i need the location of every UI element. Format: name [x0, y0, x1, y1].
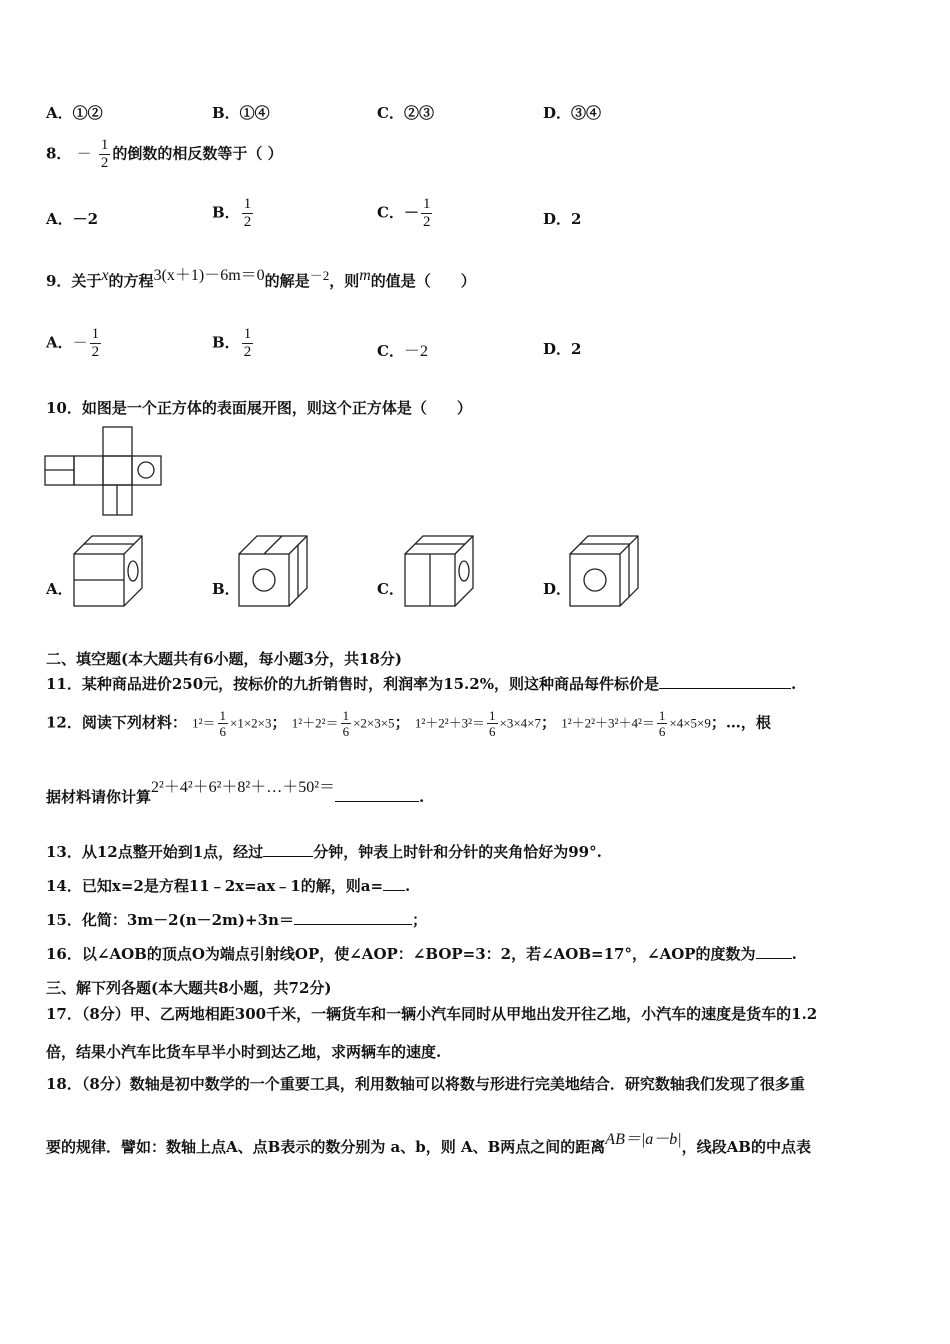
question-9: 9．关于$^x$的方程$^{3(x+1)-6m=0}$的解是$^{-2}$，则$^m$的值是（ ） — [46, 267, 476, 290]
section-2-heading: 二、填空题(本大题共有6小题，每小题3分，共18分) — [46, 650, 402, 668]
question-8: 8． － $\frac{1}{2}$ 的倒数的相反数等于（ ） — [46, 137, 283, 171]
section-3-heading: 三、解下列各题(本大题共8小题，共72分) — [46, 979, 332, 997]
q7-option-c: C．②③ — [377, 104, 434, 122]
q8-option-d: D．2 — [543, 210, 582, 228]
q9-option-b: B． $\frac{1}{2}$ — [212, 326, 252, 360]
q8-option-b: B． $\frac{1}{2}$ — [212, 196, 252, 230]
q9-option-c: C．－2 — [377, 342, 428, 360]
q8-fraction: $\frac{1}{2}$ — [100, 137, 109, 171]
question-18-line2: 要的规律．譬如：数轴上点A、点B表示的数分别为 a、b，则 A、B两点之间的距离AB＝|a－b|，线段AB的中点表 — [46, 1131, 811, 1156]
question-15: 15．化简：3m－2(n－2m)+3n＝ ； — [46, 911, 427, 929]
cube-net-diagram — [44, 426, 164, 518]
question-17-line2: 倍，结果小汽车比货车早半小时到达乙地，求两辆车的速度. — [46, 1043, 442, 1061]
q7-option-d: D．③④ — [543, 104, 602, 122]
question-10: 10．如图是一个正方体的表面展开图，则这个正方体是（ ） — [46, 399, 472, 417]
q9-option-a: A．－ $\frac{1}{2}$ — [46, 326, 100, 360]
question-12-line2: 据材料请你计算2²＋4²＋6²＋8²＋…＋50²＝. — [46, 779, 425, 806]
cube-option-b — [237, 534, 313, 610]
question-11: 11．某种商品进价250元，按标价的九折销售时，利润率为15.2%，则这种商品每件标价是 . — [46, 675, 797, 693]
q10-option-b-label: B． — [212, 580, 240, 598]
q9-option-d: D．2 — [543, 340, 582, 358]
q10-option-a-label: A． — [46, 580, 73, 598]
q10-option-d-label: D． — [543, 580, 572, 598]
question-18-line1: 18．（8分）数轴是初中数学的一个重要工具，利用数轴可以将数与形进行完美地结合．研究数轴我们发现了很多重 — [46, 1075, 805, 1093]
cube-option-a — [72, 534, 148, 610]
question-14: 14．已知x=2是方程11﹣2x=ax﹣1的解，则a= . — [46, 877, 411, 895]
question-13: 13．从12点整开始到1点，经过 分钟，钟表上时针和分针的夹角恰好为99°. — [46, 843, 602, 861]
q8-option-c: C．－ $\frac{1}{2}$ — [377, 196, 431, 230]
q10-option-c-label: C． — [377, 580, 404, 598]
question-12: 12．阅读下列材料： 1²＝ $\frac{1}{6}$ ×1×2×3； 1²＋2²＝ $\frac{1}{6}$ ×2×3×5； 1²＋2²＋3²＝ $\frac{1}{6}$ ×3×4×7； 1²＋2²＋3²＋4²＝ $\frac{1}{6}$ ×4×5×9；…，根 — [46, 708, 771, 739]
q7-option-a: A．①② — [46, 104, 103, 122]
cube-option-c — [403, 534, 479, 610]
q8-option-a: A．－2 — [46, 210, 99, 228]
q7-option-b: B．①④ — [212, 104, 270, 122]
question-16: 16．以∠AOB的顶点O为端点引射线OP，使∠AOP：∠BOP=3：2，若∠AOB=17°，∠AOP的度数为 . — [46, 945, 797, 963]
question-17-line1: 17．（8分）甲、乙两地相距300千米，一辆货车和一辆小汽车同时从甲地出发开往乙地，小汽车的速度是货车的1.2 — [46, 1005, 818, 1023]
cube-option-d — [568, 534, 644, 610]
